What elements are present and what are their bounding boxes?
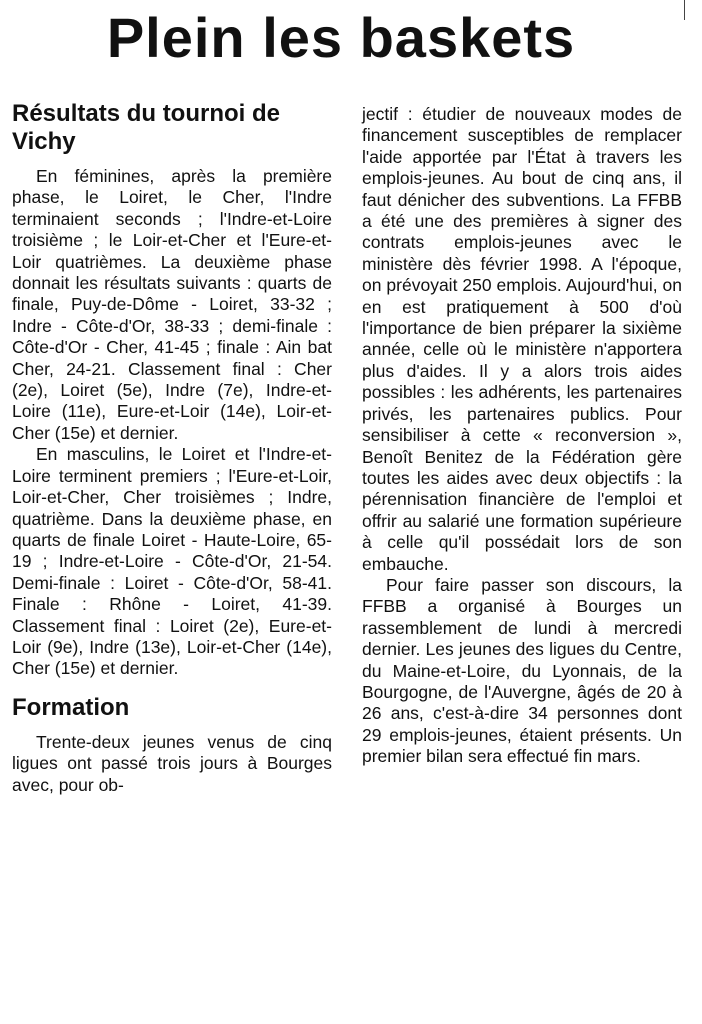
paragraph-formation-continued: jectif : étudier de nouveaux modes de financement susceptibles de remplacer l'aide apportée par l'État à travers les emplois-jeunes. Au bout de cinq ans, il faut dénicher des subventions. La FFBB a été une des premières à signer des contrats emplois-jeunes avec le ministère dès février 1998. A l'époque, on prévoyait 250 emplois. Aujourd'hui, on en est pratiquement à 500 d'où l'importance de bien préparer la sixième année, celle où le ministère n'apportera plus d'aides. Il y a alors trois aides possibles : les adhérents, les partenaires privés, les partenaires publics. Pour sensibiliser à cette « reconversion », Benoît Benitez de la Fédération gère toutes les aides avec deux objectifs : la pérennisation financière de l'emploi et offrir au salarié une formation supérieure à celle qu'il possédait lors de son embauche. (362, 104, 682, 574)
section-title-results: Résultats du tournoi de Vichy (12, 100, 281, 155)
paragraph-formation-start: Trente-deux jeunes venus de cinq ligues ont passé trois jours à Bourges avec, pour ob- (12, 731, 332, 795)
right-column (362, 104, 682, 768)
headline: Plein les baskets (106, 6, 576, 69)
paragraph-formation-last: Pour faire passer son discours, la FFBB a organisé à Bourges un rassemblement de lundi à mercredi dernier. Les jeunes des ligues du Centre, du Maine-et-Loire, du Lyonnais, de la Bourgogne, de l'Auvergne, âgés de 20 à 26 ans, c'est-à-dire 34 personnes dont 29 emplois-jeunes, étaient présents. Un premier bilan sera effectué fin mars. (362, 574, 682, 767)
section-title-formation: Formation (12, 693, 130, 721)
left-column (12, 100, 332, 796)
paragraph-feminines: En féminines, après la première phase, le Loiret, le Cher, l'Indre terminaient seconds ; l'Indre-et-Loire troisième ; le Loir-et-Cher et l'Eure-et-Loir quatrièmes. La deuxième phase donnait les résultats suivants : quarts de finale, Puy-de-Dôme - Loiret, 33-32 ; Indre - Côte-d'Or, 38-33 ; demi-finale : Côte-d'Or - Cher, 41-45 ; finale : Ain bat Cher, 24-21. Classement final : Cher (2e), Loiret (5e), Indre (7e), Indre-et-Loire (11e), Eure-et-Loir (14e), Loir-et-Cher (15e) et dernier. (12, 166, 332, 443)
paragraph-masculins: En masculins, le Loiret et l'Indre-et-Loire terminent premiers ; l'Eure-et-Loir, Loir-et-Cher, Cher troisièmes ; Indre, quatrième. Dans la deuxième phase, en quarts de finale Loiret - Haute-Loire, 65-19 ; Indre-et-Loire - Côte-d'Or, 21-54. Demi-finale : Loiret - Côte-d'Or, 58-41. Finale : Rhône - Loiret, 41-39. Classement final : Loiret (2e), Eure-et-Loir (9e), Indre (13e), Loir-et-Cher (14e), Cher (15e) et dernier. (12, 444, 332, 679)
